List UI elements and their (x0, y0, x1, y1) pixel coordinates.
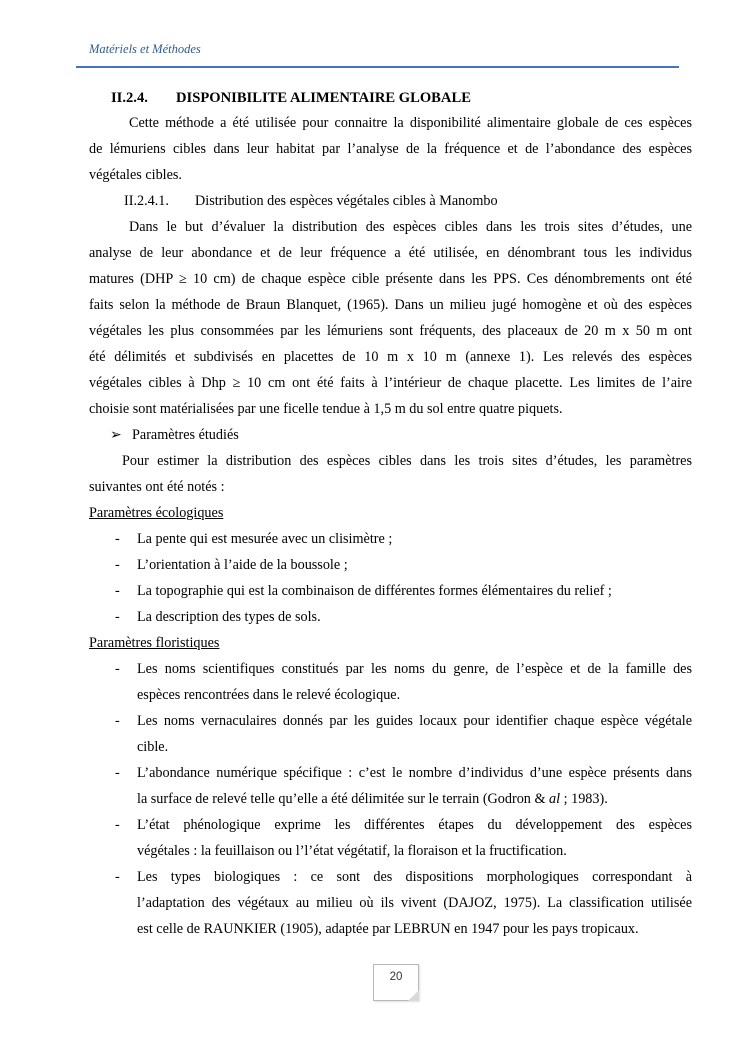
page-number: 20 (389, 971, 403, 983)
list-item (89, 552, 692, 578)
list-item-continuation: végétales : la feuillaison ou l’l’état végétatif, la floraison et la fructification. (137, 843, 567, 859)
list-item-text: Les noms vernaculaires donnés par les guides locaux pour identifier chaque espèce végétale (137, 713, 692, 729)
list-item-continuation (89, 786, 692, 812)
list-item-text: L’abondance numérique spécifique : c’est le nombre d’individus d’une espèce présents dans (137, 765, 692, 781)
list-item-text: La topographie qui est la combinaison de différentes formes élémentaires du relief ; (137, 583, 612, 599)
section-heading (89, 86, 692, 110)
paragraph-line: végétales les plus consommées par les lémuriens sont fréquents, des placeaux de 20 m x 50 m ont (89, 323, 692, 339)
list-item-continuation: est celle de RAUNKIER (1905), adaptée par LEBRUN en 1947 pour les pays tropicaux. (137, 921, 639, 937)
paragraph-line: végétales cibles à Dhp ≥ 10 cm ont été faits à l’intérieur de chaque placette. Les limites de l’aire (89, 375, 692, 391)
list-item-continuation: espèces rencontrées dans le relevé écologique. (137, 687, 401, 703)
dash-bullet: - (115, 583, 120, 599)
dash-bullet: - (115, 661, 120, 677)
citation-text: ; 1983). (560, 791, 608, 807)
dash-bullet: - (115, 869, 120, 885)
list-item-text: L’état phénologique exprime les différentes étapes du développement des espèces (137, 817, 692, 833)
list-item (89, 526, 692, 552)
list-item (89, 604, 692, 630)
arrow-bullet-icon: ➢ (110, 427, 122, 443)
list-item (89, 864, 692, 890)
eco-params-heading: Paramètres écologiques (89, 505, 224, 521)
list-item (89, 812, 692, 838)
page-number-box (373, 964, 419, 1001)
list-item-continuation: l’adaptation des végétaux au milieu où ils vivent (DAJOZ, 1975). La classification utilisée (137, 895, 692, 911)
paragraph-line: matures (DHP ≥ 10 cm) de chaque espèce cible présente dans les PPS. Ces dénombrements ont été (89, 271, 692, 287)
paragraph-line: Dans le but d’évaluer la distribution des espèces cibles dans les trois sites d’études, une (129, 219, 692, 235)
dash-bullet: - (115, 765, 120, 781)
page-curl-icon (408, 990, 419, 1001)
subsection-heading (89, 188, 692, 214)
paragraph-line: été délimités et subdivisés en placettes de 10 m x 10 m (annexe 1). Les relevés des espèces (89, 349, 692, 365)
list-item-text: La pente qui est mesurée avec un clisimètre ; (137, 531, 393, 547)
paragraph-line: faits selon la méthode de Braun Blanquet, (1965). Dans un milieu jugé homogène et où des espèces (89, 297, 692, 313)
dash-bullet: - (115, 817, 120, 833)
subsection-title: Distribution des espèces végétales cibles à Manombo (195, 193, 498, 209)
dash-bullet: - (115, 609, 120, 625)
list-item (89, 578, 692, 604)
paragraph-line: suivantes ont été notés : (89, 479, 225, 495)
list-item (89, 760, 692, 786)
list-item-continuation: cible. (137, 739, 169, 755)
dash-bullet: - (115, 713, 120, 729)
list-item-text: Les types biologiques : ce sont des dispositions morphologiques correspondant à (137, 869, 692, 885)
paragraph-line: choisie sont matérialisées par une ficelle tendue à 1,5 m du sol entre quatre piquets. (89, 401, 563, 417)
intro-line: végétales cibles. (89, 167, 182, 183)
citation-text: la surface de relevé telle qu’elle a été délimitée sur le terrain (Godron & (137, 791, 550, 807)
section-number: II.2.4. (111, 90, 148, 106)
list-item (89, 708, 692, 734)
dash-bullet: - (115, 531, 120, 547)
citation-italic: al (549, 791, 561, 807)
list-item-text: L’orientation à l’aide de la boussole ; (137, 557, 348, 573)
params-heading (89, 422, 692, 448)
list-item-text: La description des types de sols. (137, 609, 321, 625)
intro-line: Cette méthode a été utilisée pour connaitre la disponibilité alimentaire globale de ces espèces (129, 115, 692, 131)
header-rule (76, 66, 679, 68)
running-header: Matériels et Méthodes (89, 42, 201, 56)
subsection-number: II.2.4.1. (124, 193, 169, 209)
intro-line: de lémuriens cibles dans leur habitat par l’analyse de la fréquence et de l’abondance des espèces (89, 141, 692, 157)
params-heading-label: Paramètres étudiés (132, 427, 239, 443)
paragraph-line: analyse de leur abondance et de leur fréquence a été utilisée, en dénombrant tous les individus (89, 245, 692, 261)
paragraph-line: Pour estimer la distribution des espèces cibles dans les trois sites d’études, les paramètres (122, 453, 692, 469)
dash-bullet: - (115, 557, 120, 573)
list-item (89, 656, 692, 682)
section-title: DISPONIBILITE ALIMENTAIRE GLOBALE (176, 90, 471, 106)
flor-params-heading: Paramètres floristiques (89, 635, 220, 651)
list-item-text: Les noms scientifiques constitués par les noms du genre, de l’espèce et de la famille des (137, 661, 692, 677)
page-body (89, 86, 692, 942)
